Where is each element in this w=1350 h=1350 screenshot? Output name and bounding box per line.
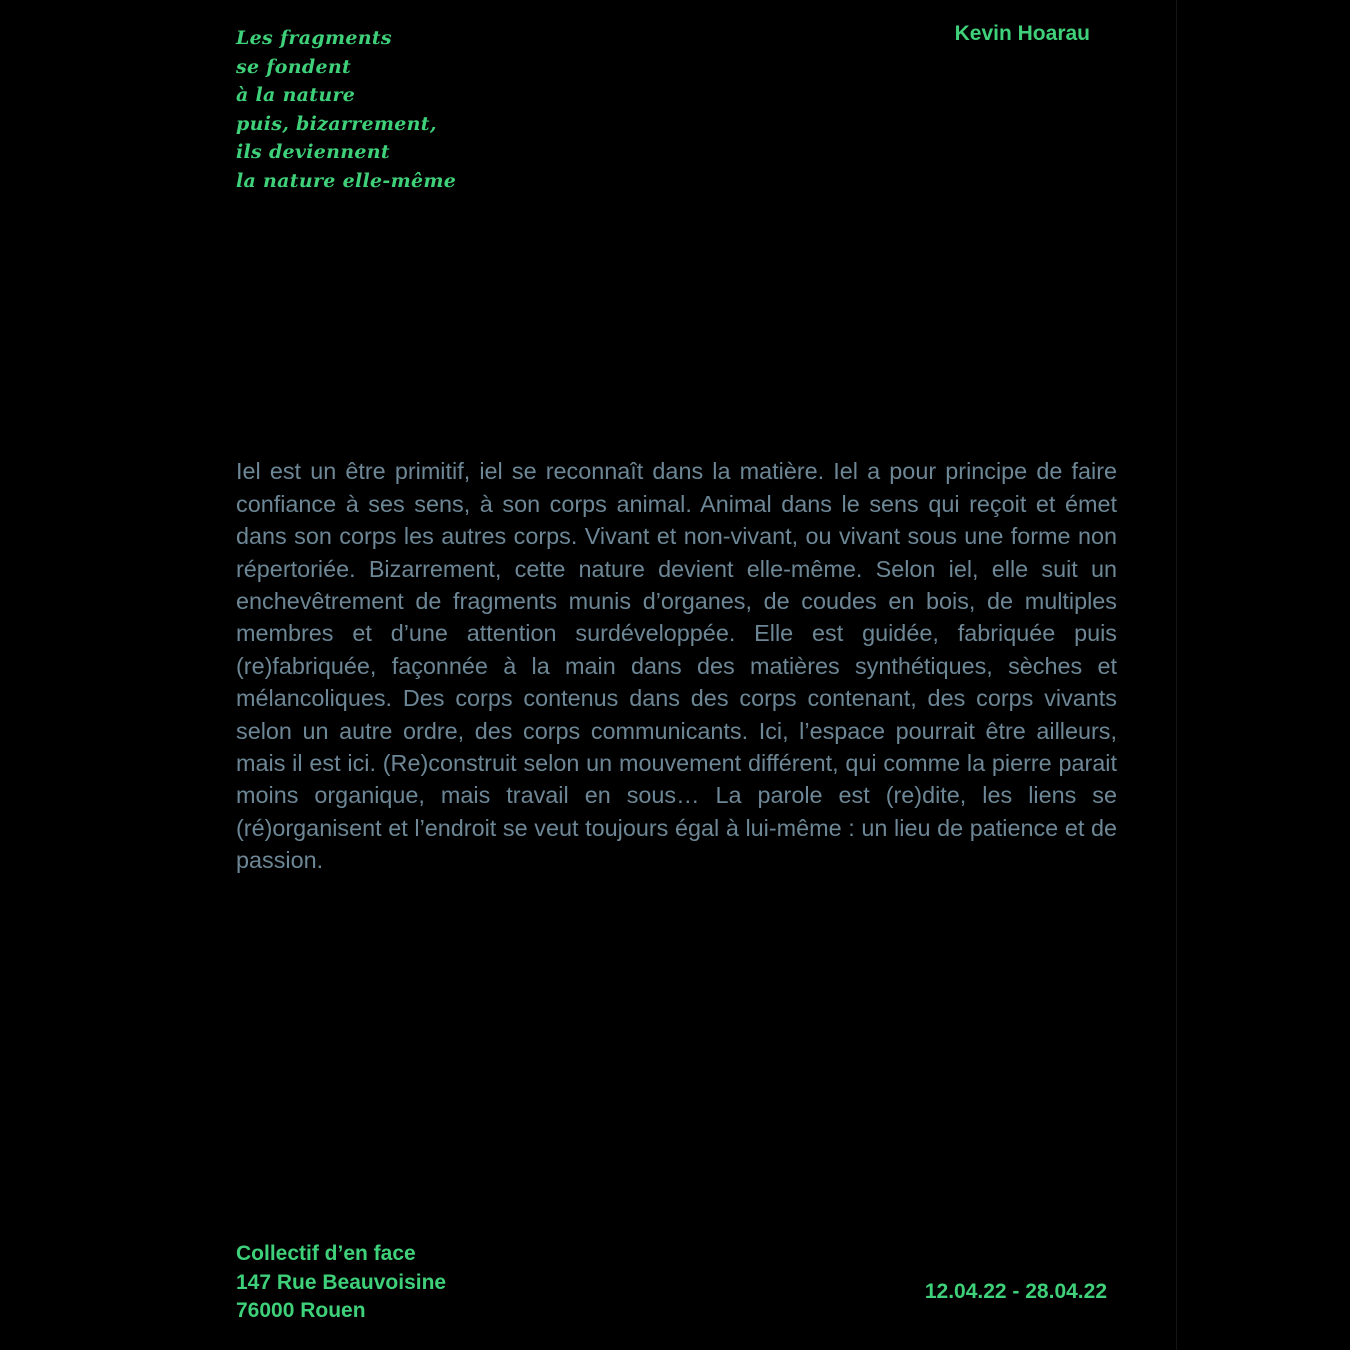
venue-street: 147 Rue Beauvoisine	[236, 1270, 447, 1294]
venue-name: Collectif d’en face	[236, 1242, 416, 1265]
poem-line: à la nature	[236, 84, 356, 106]
exhibition-dates: 12.04.22 - 28.04.22	[924, 1280, 1107, 1303]
page-edge-divider	[1176, 0, 1177, 1350]
venue-address	[236, 1240, 446, 1326]
poem-line: la nature elle-même	[236, 169, 457, 192]
venue-city: 76000 Rouen	[236, 1299, 366, 1322]
poem-line: Les fragments	[236, 27, 392, 49]
poem-block	[236, 24, 456, 195]
exhibition-description: Iel est un être primitif, iel se reconnaît dans la matière. Iel a pour principe de faire confiance à ses sens, à son corps animal. Animal dans le sens qui reçoit et émet dans son corps les autres corps. Vivant et non-vivant, ou vivant sous une forme non répertoriée. Bizarrement, cette nature devient elle-même. Selon iel, elle suit un enchevêtrement de fragments munis d’organes, de coudes en bois, de multiples membres et d’une attention surdéveloppée. Elle est guidée, fabriquée puis (re)fabriquée, façonnée à la main dans des matières synthétiques, sèches et mélancoliques. Des corps contenus dans des corps contenant, des corps vivants selon un autre ordre, des corps communicants. Ici, l’espace pourrait être ailleurs, mais il est ici. (Re)construit selon un mouvement différent, qui comme la pierre parait moins organique, mais travail en sous… La parole est (re)dite, les liens se (ré)organisent et l’endroit se veut toujours égal à lui-même : un lieu de patience et de passion.	[236, 458, 1117, 874]
poem-line: ils deviennent	[236, 141, 390, 163]
poem-line: se fondent	[236, 55, 352, 78]
poem-line: puis, bizarrement,	[236, 112, 437, 135]
artist-name: Kevin Hoarau	[954, 22, 1090, 45]
